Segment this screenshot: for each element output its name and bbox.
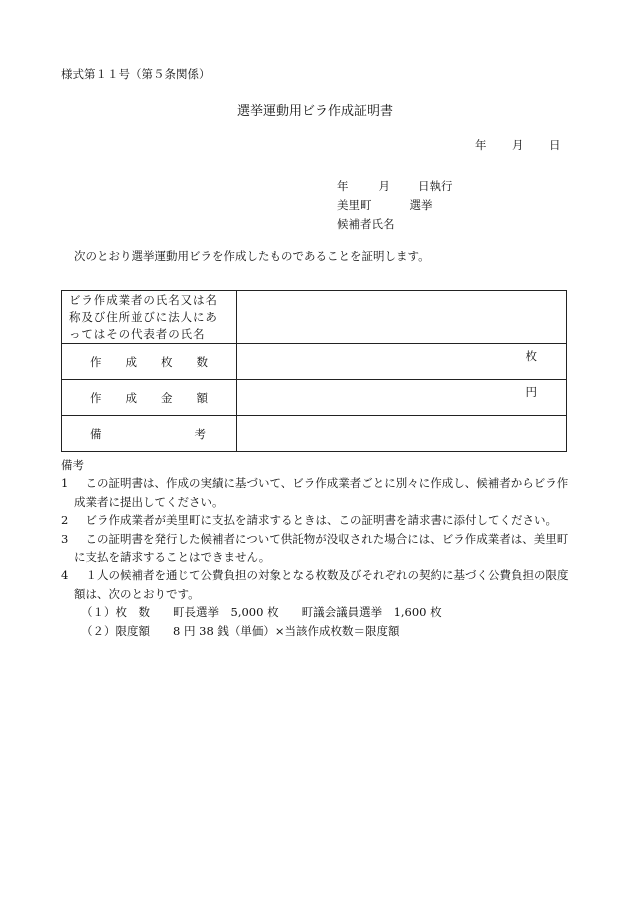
election-day: 日執行 (418, 179, 453, 193)
note-sub-item: （１）枚 数 町長選挙 5,000 枚 町議会議員選挙 1,600 枚 (81, 605, 442, 620)
note-sub-item: （２）限度額 8 円 38 銭（単価）×当該作成枚数＝限度額 (81, 623, 400, 638)
amount-field[interactable] (237, 380, 567, 416)
yen-unit: 円 (525, 385, 537, 399)
table-row (62, 380, 567, 416)
page-title: 選挙運動用ビラ作成証明書 (236, 104, 393, 119)
certificate-table (61, 290, 567, 452)
election-name-line (337, 197, 433, 213)
date-day: 日 (549, 138, 561, 152)
election-town: 美里町 (337, 198, 372, 212)
election-type: 選挙 (409, 198, 433, 212)
note-item: 2 ビラ作成業者が美里町に支払を請求するときは、この証明書を請求書に添付してください。 (61, 513, 557, 528)
contractor-name-field[interactable] (237, 291, 567, 344)
note-item: 1 この証明書は、作成の実績に基づいて、ビラ作成業者ごとに別々に作成し、候補者からビラ作成業者に提出してください。 (61, 476, 569, 509)
sheet-unit: 枚 (525, 349, 537, 363)
table-row (62, 291, 567, 344)
election-year: 年 (337, 179, 349, 193)
note-item: 3 この証明書を発行した候補者について供託物が没収された場合には、ビラ作成業者は、美里町に支払を請求することはできません。 (61, 531, 569, 565)
date-month: 月 (512, 138, 524, 152)
amount-label: 作 成 金 額 (90, 390, 208, 405)
note-item: 4 １人の候補者を通じて公費負担の対象となる枚数及びそれぞれの契約に基づく公費負担の限度額は、次のとおりです。 (61, 568, 569, 601)
table-row (62, 416, 567, 452)
notes-section (61, 456, 571, 640)
certification-statement: 次のとおり選挙運動用ビラを作成したものであることを証明します。 (74, 249, 430, 263)
remarks-field[interactable] (237, 416, 567, 452)
table-row (62, 344, 567, 380)
candidate-name-label: 候補者氏名 (337, 217, 395, 231)
election-month: 月 (378, 179, 390, 193)
election-date-line (337, 178, 453, 194)
remarks-label: 備 考 (90, 426, 206, 441)
form-number: 様式第１１号（第５条関係） (61, 67, 211, 81)
contractor-name-label: ビラ作成業者の氏名又は名 称及び住所並びに法人にあ ってはその代表者の氏名 (69, 293, 218, 341)
notes-heading: 備考 (61, 458, 84, 472)
sheet-count-field[interactable] (237, 344, 567, 380)
date-year: 年 (475, 138, 487, 152)
sheet-count-label: 作 成 枚 数 (90, 354, 208, 369)
